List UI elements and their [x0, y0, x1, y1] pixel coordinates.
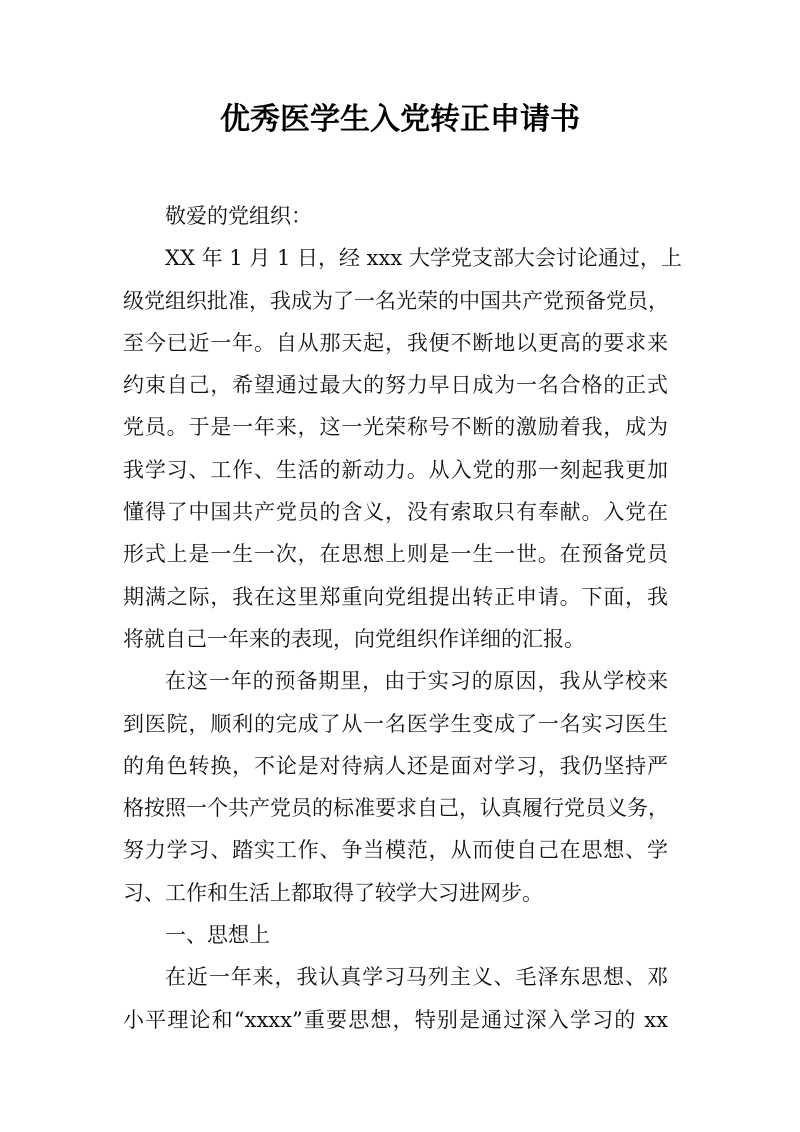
document-body	[123, 195, 682, 1041]
paragraph-line: 在近一年来，我认真学习马列主义、毛泽东思想、邓	[165, 965, 668, 990]
paragraph-line: 形式上是一生一次，在思想上则是一生一世。在预备党员	[123, 542, 668, 567]
paragraph-line: 至今已近一年。自从那天起，我便不断地以更高的要求来	[123, 330, 668, 355]
paragraph-line: 约束自己，希望通过最大的努力早日成为一名合格的正式	[123, 373, 668, 398]
paragraph-line: 习、工作和生活上都取得了较学大习进网步。	[123, 880, 543, 905]
paragraph-line: 期满之际，我在这里郑重向党组提出转正申请。下面，我	[123, 584, 668, 609]
paragraph-line: 到医院，顺利的完成了从一名医学生变成了一名实习医生	[123, 711, 668, 736]
paragraph-line: 在这一年的预备期里，由于实习的原因，我从学校来	[165, 669, 668, 694]
paragraph-line: 努力学习、踏实工作、争当模范，从而使自己在思想、学	[123, 838, 668, 863]
paragraph-line: 懂得了中国共产党员的含义，没有索取只有奉献。入党在	[123, 500, 668, 525]
section-heading: 一、思想上	[165, 923, 270, 948]
paragraph-line: 的角色转换，不论是对待病人还是面对学习，我仍坚持严	[123, 753, 668, 778]
paragraph-line: 党员。于是一年来，这一光荣称号不断的激励着我，成为	[123, 415, 668, 440]
salutation: 敬爱的党组织：	[165, 204, 312, 228]
paragraph-line: XX 年 1 月 1 日，经 xxx 大学党支部大会讨论通过，上	[165, 246, 682, 271]
paragraph-line: 将就自己一年来的表现，向党组织作详细的汇报。	[123, 626, 585, 651]
paragraph-line: 级党组织批准，我成为了一名光荣的中国共产党预备党员，	[123, 288, 669, 313]
paragraph-line: 格按照一个共产党员的标准要求自己，认真履行党员义务，	[123, 796, 669, 821]
paragraph-line: 小平理论和“xxxx”重要思想，特别是通过深入学习的 xx	[123, 1007, 668, 1032]
document-title: 优秀医学生入党转正申请书	[220, 102, 580, 137]
paragraph-line: 我学习、工作、生活的新动力。从入党的那一刻起我更加	[123, 457, 668, 482]
